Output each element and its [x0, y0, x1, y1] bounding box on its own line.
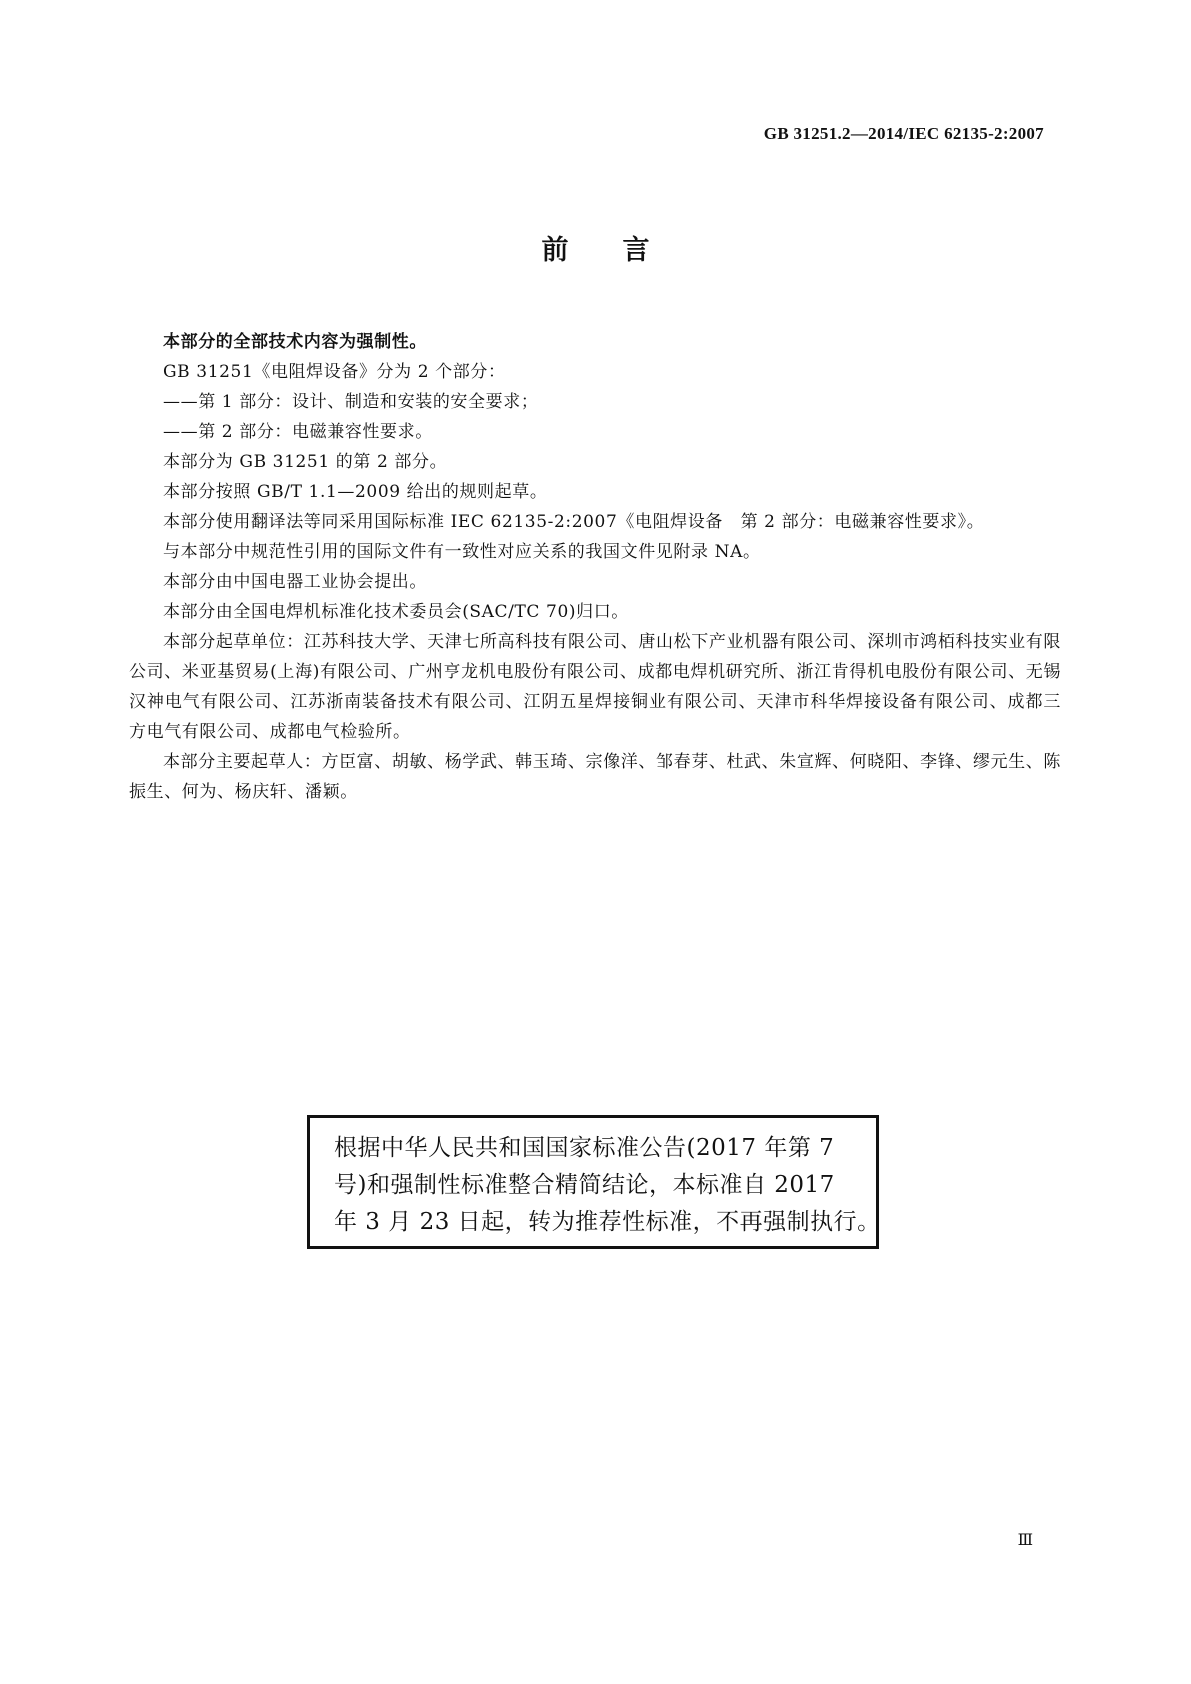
- paragraph-translation-method: 本部分使用翻译法等同采用国际标准 IEC 62135-2:2007《电阻焊设备 第 2 部分：电磁兼容性要求》。: [163, 512, 985, 532]
- notice-line: 年 3 月 23 日起，转为推荐性标准，不再强制执行。: [334, 1209, 881, 1235]
- paragraph-drafting-units: 本部分起草单位：江苏科技大学、天津七所高科技有限公司、唐山松下产业机器有限公司、深圳市鸿栢科技实业有限公司、米亚基贸易(上海)有限公司、广州亨龙机电股份有限公司、成都电焊机研究所、浙江肯得机电股份有限公司、无锡汉神电气有限公司、江苏浙南装备技术有限公司、江阴五星焊接铜业有限公司、天津市科华焊接设备有限公司、成都三方电气有限公司、成都电气检验所。: [129, 632, 1061, 742]
- paragraph-proposed-by: 本部分由中国电器工业协会提出。: [163, 572, 427, 592]
- notice-line: 号)和强制性标准整合精简结论，本标准自 2017: [334, 1172, 835, 1198]
- mandatory-statement: 本部分的全部技术内容为强制性。: [163, 332, 427, 352]
- paragraph-drafting-rules: 本部分按照 GB/T 1.1—2009 给出的规则起草。: [163, 482, 548, 502]
- foreword-body: [129, 327, 1061, 807]
- paragraph-parts-overview: GB 31251《电阻焊设备》分为 2 个部分：: [163, 362, 506, 382]
- paragraph-annex-reference: 与本部分中规范性引用的国际文件有一致性对应关系的我国文件见附录 NA。: [163, 542, 761, 562]
- paragraph-centralized-by: 本部分由全国电焊机标准化技术委员会(SAC/TC 70)归口。: [163, 602, 629, 622]
- list-item-part-2: ——第 2 部分：电磁兼容性要求。: [163, 422, 433, 442]
- paragraph-drafters: 本部分主要起草人：方臣富、胡敏、杨学武、韩玉琦、宗像洋、邹春芽、杜武、朱宣辉、何晓阳、李锋、缪元生、陈振生、何为、杨庆轩、潘颖。: [129, 752, 1061, 802]
- standard-number-header: GB 31251.2—2014/IEC 62135-2:2007: [763, 124, 1044, 143]
- notice-line: 根据中华人民共和国国家标准公告(2017 年第 7: [334, 1135, 835, 1161]
- notice-box: [307, 1115, 879, 1249]
- list-item-part-1: ——第 1 部分：设计、制造和安装的安全要求；: [163, 392, 539, 412]
- paragraph-this-part: 本部分为 GB 31251 的第 2 部分。: [163, 452, 448, 472]
- page-number: Ⅲ: [1017, 1532, 1034, 1549]
- page-title: 前言: [541, 235, 704, 266]
